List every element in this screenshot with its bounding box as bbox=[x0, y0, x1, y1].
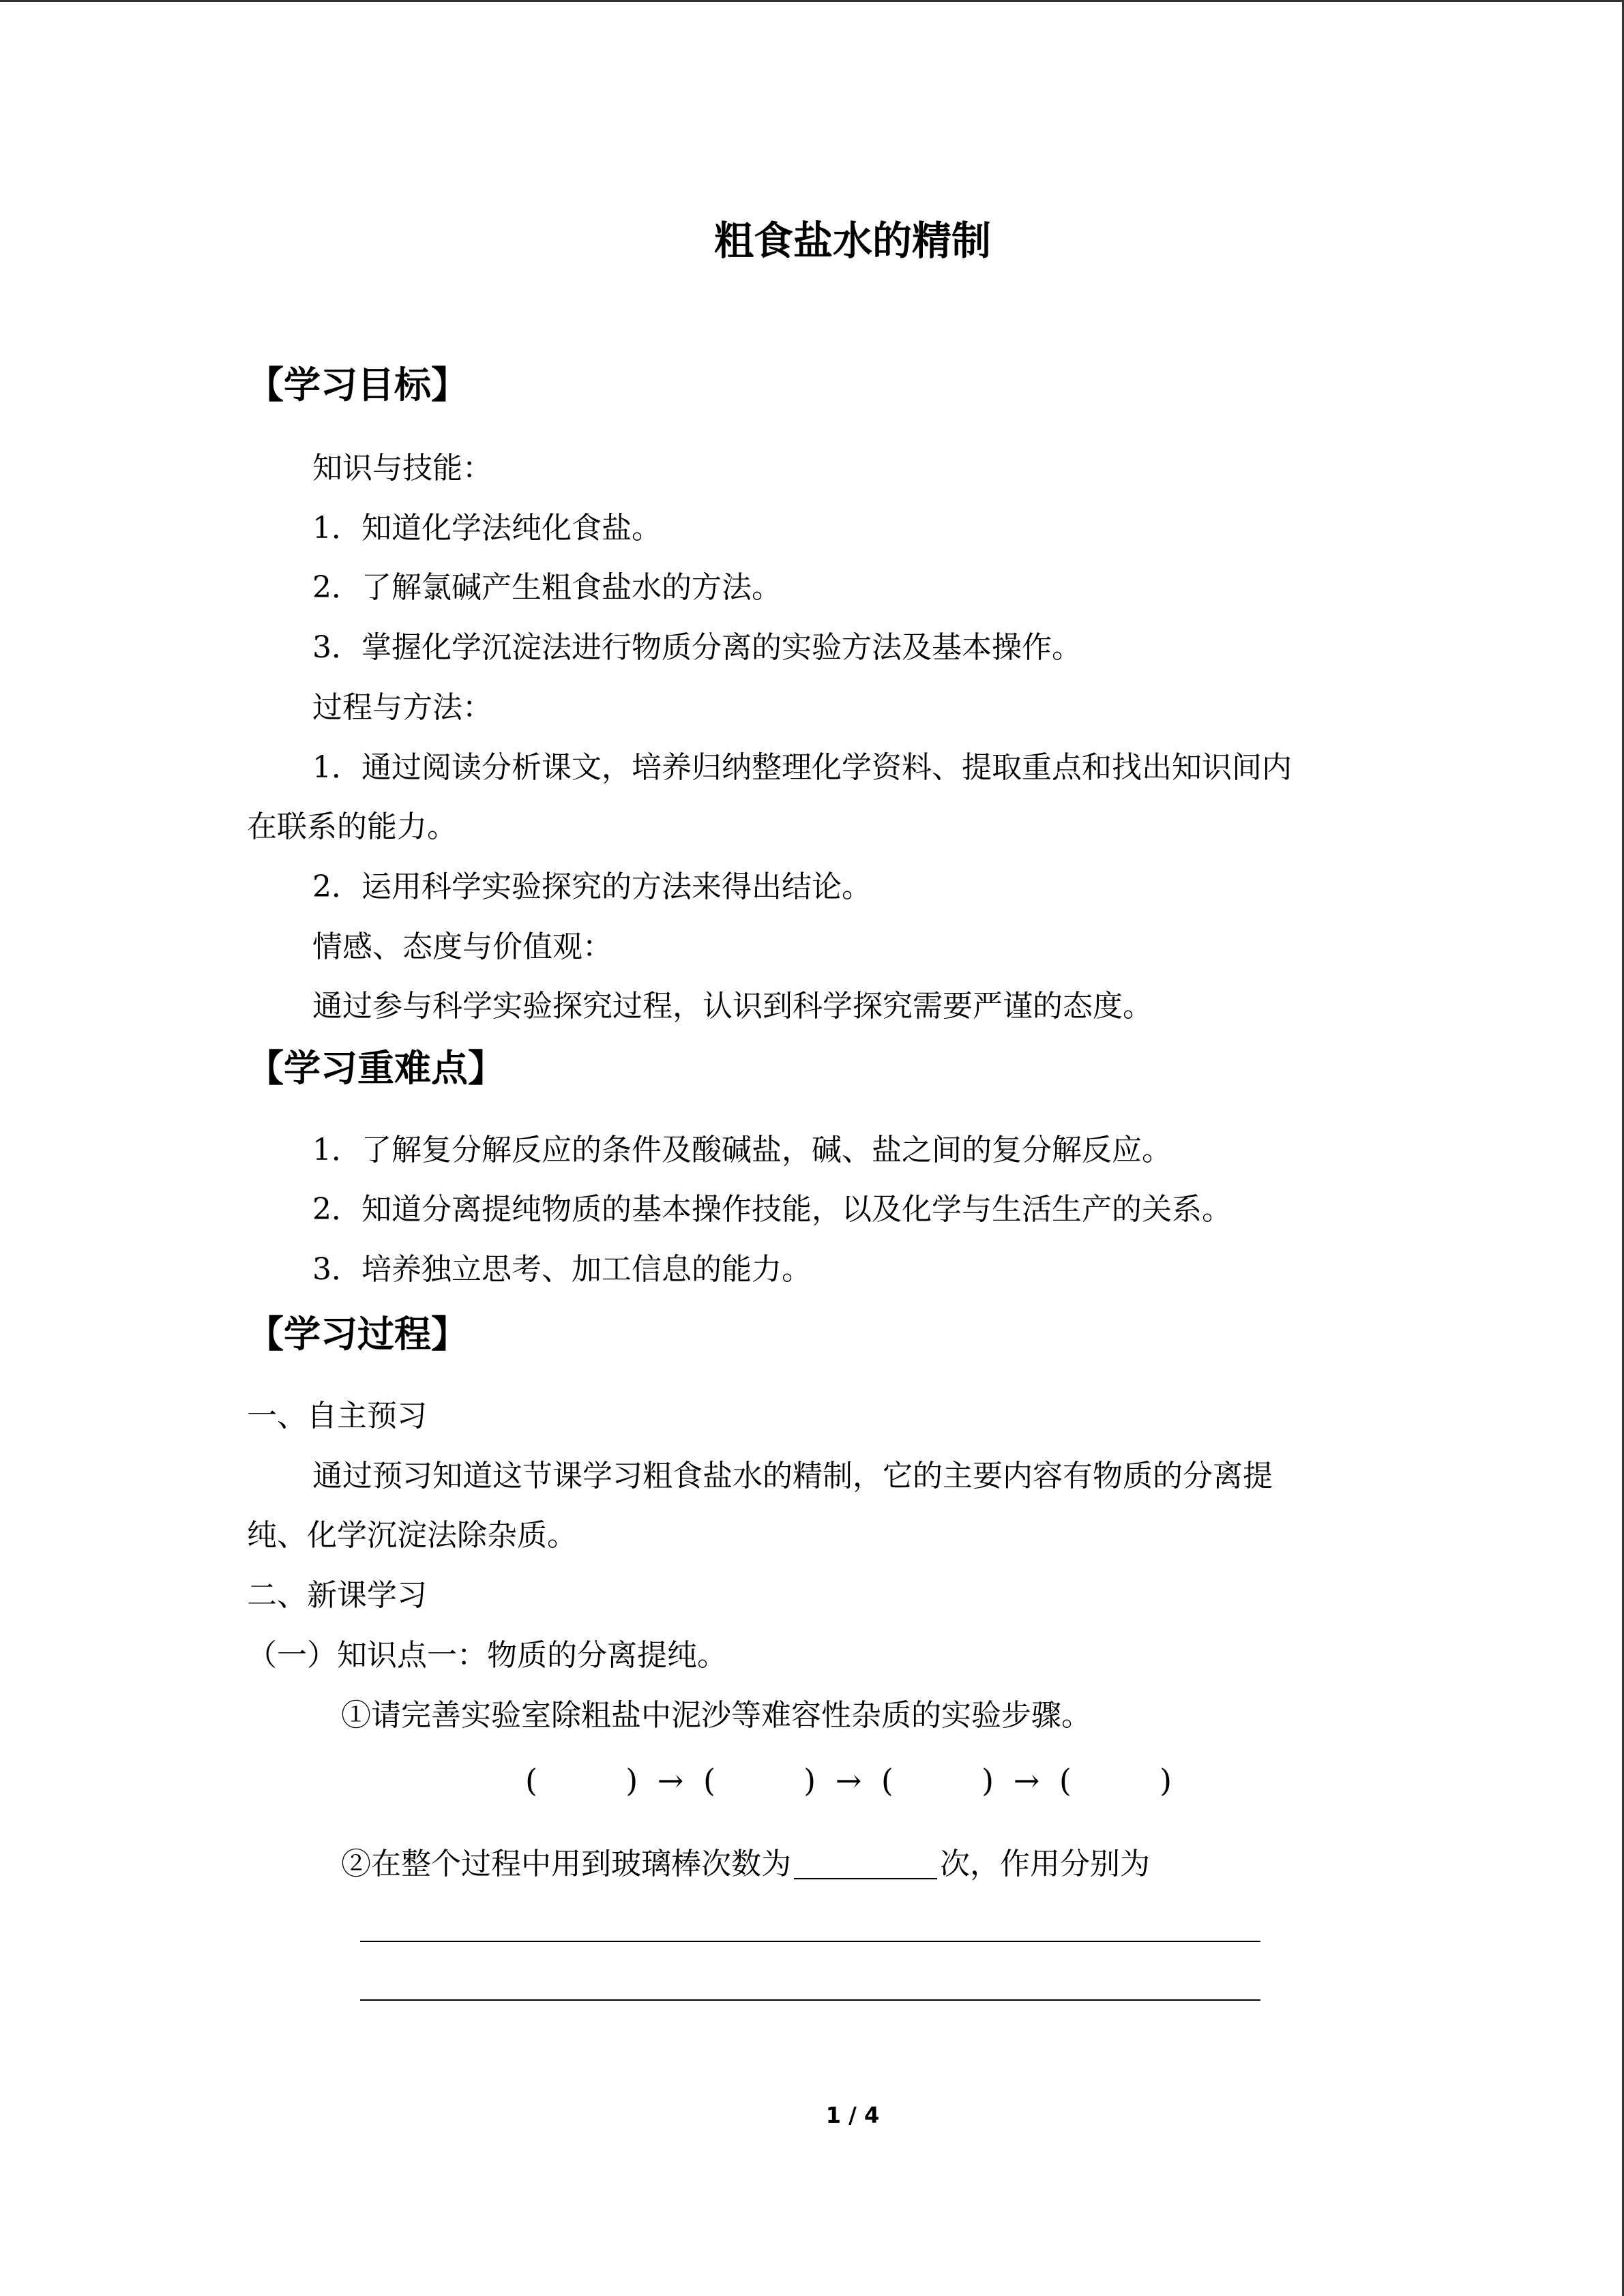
close-paren: ) bbox=[803, 1762, 816, 1799]
arrow-icon: → bbox=[657, 1762, 684, 1799]
knowledge-point-heading: （一）知识点一：物质的分离提纯。 bbox=[247, 1638, 727, 1673]
subheading-knowledge-skills: 知识与技能： bbox=[312, 451, 492, 486]
arrow-icon: → bbox=[835, 1762, 862, 1799]
paragraph: 通过预习知道这节课学习粗食盐水的精制，它的主要内容有物质的分离提 bbox=[312, 1459, 1273, 1493]
question-1: ①请完善实验室除粗盐中泥沙等难容性杂质的实验步骤。 bbox=[341, 1698, 1091, 1733]
answer-line-2[interactable] bbox=[360, 1999, 1260, 2001]
question-2-text: ②在整个过程中用到玻璃棒次数为 bbox=[341, 1847, 791, 1881]
key-point-item: 2．知道分离提纯物质的基本操作技能，以及化学与生活生产的关系。 bbox=[312, 1192, 1232, 1227]
close-paren: ) bbox=[625, 1762, 638, 1799]
objective-item: 3．掌握化学沉淀法进行物质分离的实验方法及基本操作。 bbox=[312, 630, 1082, 665]
paragraph-continued: 纯、化学沉淀法除杂质。 bbox=[247, 1518, 577, 1553]
subheading-attitudes-values: 情感、态度与价值观： bbox=[312, 929, 612, 964]
answer-line-1[interactable] bbox=[360, 1941, 1260, 1942]
close-paren: ) bbox=[981, 1762, 994, 1799]
close-paren: ) bbox=[1160, 1762, 1172, 1799]
objective-item: 2．运用科学实验探究的方法来得出结论。 bbox=[312, 869, 872, 904]
objective-item: 通过参与科学实验探究过程，认识到科学探究需要严谨的态度。 bbox=[312, 989, 1153, 1024]
section-heading-key-points: 【学习重难点】 bbox=[247, 1047, 505, 1090]
arrow-icon: → bbox=[1013, 1762, 1040, 1799]
experiment-step-flow bbox=[525, 1762, 1172, 1799]
document-title: 粗食盐水的精制 bbox=[713, 218, 991, 264]
objective-item: 1．知道化学法纯化食盐。 bbox=[312, 511, 662, 546]
key-point-item: 1．了解复分解反应的条件及酸碱盐，碱、盐之间的复分解反应。 bbox=[312, 1133, 1172, 1167]
section-heading-process: 【学习过程】 bbox=[247, 1313, 468, 1356]
open-paren: ( bbox=[703, 1762, 715, 1799]
question-2-text-continued: 次，作用分别为 bbox=[940, 1847, 1150, 1881]
key-point-item: 3．培养独立思考、加工信息的能力。 bbox=[312, 1252, 812, 1287]
glass-rod-count-blank[interactable] bbox=[794, 1848, 937, 1879]
objective-item: 1．通过阅读分析课文，培养归纳整理化学资料、提取重点和找出知识间内 bbox=[312, 750, 1292, 785]
question-2 bbox=[341, 1848, 1150, 1879]
open-paren: ( bbox=[881, 1762, 894, 1799]
part-heading-new-lesson: 二、新课学习 bbox=[247, 1578, 427, 1613]
objective-item-continued: 在联系的能力。 bbox=[247, 809, 457, 844]
part-heading-self-study: 一、自主预习 bbox=[247, 1399, 427, 1433]
open-paren: ( bbox=[1059, 1762, 1072, 1799]
page-border-top bbox=[0, 0, 1624, 2]
objective-item: 2．了解氯碱产生粗食盐水的方法。 bbox=[312, 570, 782, 605]
open-paren: ( bbox=[525, 1762, 537, 1799]
page-number: 1 / 4 bbox=[825, 2102, 880, 2128]
section-heading-objectives: 【学习目标】 bbox=[247, 363, 468, 406]
subheading-process-methods: 过程与方法： bbox=[312, 690, 492, 725]
